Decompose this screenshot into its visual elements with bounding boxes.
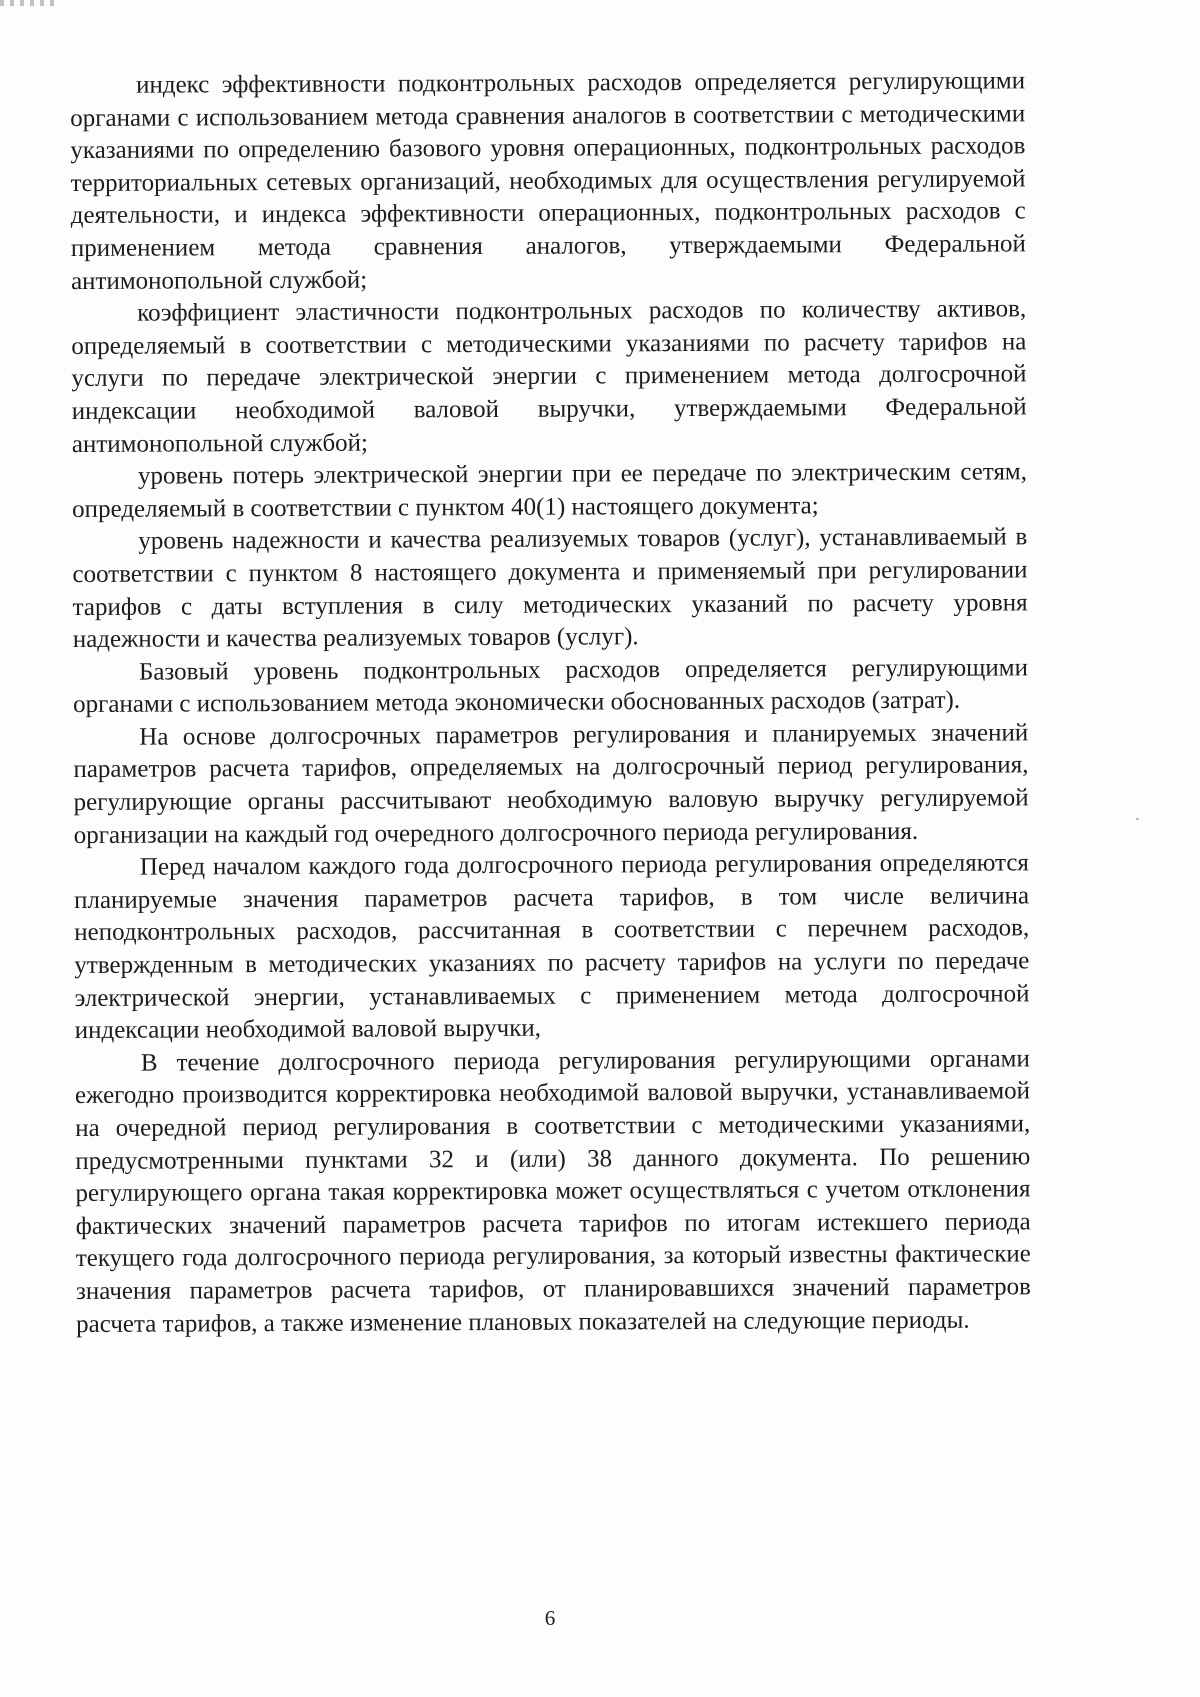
paragraph-reliability-level: уровень надежности и качества реализуемых товаров (услуг), устанавливаемый в соответствии с пунктом 8 настоящего документа и применяемый при регулировании тарифов с даты вступления в силу методических указаний по расчету уровня надежности и качества реализуемых товаров (услуг). bbox=[72, 523, 1028, 654]
scan-speck bbox=[1136, 818, 1139, 820]
paragraph-base-level: Базовый уровень подконтрольных расходов определяется регулирующими органами с использованием метода экономически обоснованных расходов (затрат). bbox=[73, 654, 1028, 719]
scan-edge-mark bbox=[0, 0, 60, 6]
paragraph-annual-correction: В течение долгосрочного периода регулирования регулирующими органами ежегодно производится корректировка необходимой валовой выручки, устанавливаемой на очередной период регулирования в соответствии с методическими указаниями, предусмотренными пунктами 32 и (или) 38 данного документа. По решению регулирующего органа такая корректировка может осуществляться с учетом отклонения фактических значений параметров расчета тарифов по итогам истекшего периода текущего года долгосрочного периода регулирования, за который известны фактические значения параметров расчета тарифов, от планировавшихся значений параметров расчета тарифов, а также изменение плановых показателей на следующие периоды. bbox=[74, 1045, 1032, 1338]
paragraph-planned-values: Перед началом каждого года долгосрочного периода регулирования определяются планируемые значения параметров расчета тарифов, в том числе величина неподконтрольных расходов, рассчитанная в соответствии с перечнем расходов, утвержденным в методических указаниях по расчету тарифов на услуги по передаче электрической энергии, устанавливаемых с применением метода долгосрочной индексации необходимой валовой выручки, bbox=[73, 849, 1030, 1045]
paragraph-efficiency-index: индекс эффективности подконтрольных расходов определяется регулирующими органами с использованием метода сравнения аналогов в соответствии с методическими указаниями по определению базового уровня операционных, подконтрольных расходов территориальных сетевых организаций, необходимых для осуществления регулируемой деятельности, и индекса эффективности операционных, подконтрольных расходов с применением метода сравнения аналогов, утверждаемыми Федеральной антимонопольной службой; bbox=[70, 67, 1026, 295]
document-body bbox=[70, 65, 1031, 1341]
paragraph-long-term-parameters: На основе долгосрочных параметров регулирования и планируемых значений параметров расчета тарифов, определяемых на долгосрочный период регулирования, регулирующие органы рассчитывают необходимую валовую выручку регулируемой организации на каждый год очередного долгосрочного периода регулирования. bbox=[73, 719, 1029, 849]
paragraph-elasticity-coefficient: коэффициент эластичности подконтрольных расходов по количеству активов, определяемый в соответствии с методическими указаниями по расчету тарифов на услуги по передаче электрической энергии с применением метода долгосрочной индексации необходимой валовой выручки, утверждаемыми Федеральной антимонопольной службой; bbox=[71, 295, 1027, 458]
page-number: 6 bbox=[544, 1606, 556, 1630]
paragraph-loss-level: уровень потерь электрической энергии при ее передаче по электрическим сетям, определяемый в соответствии с пунктом 40(1) настоящего документа; bbox=[72, 458, 1028, 523]
